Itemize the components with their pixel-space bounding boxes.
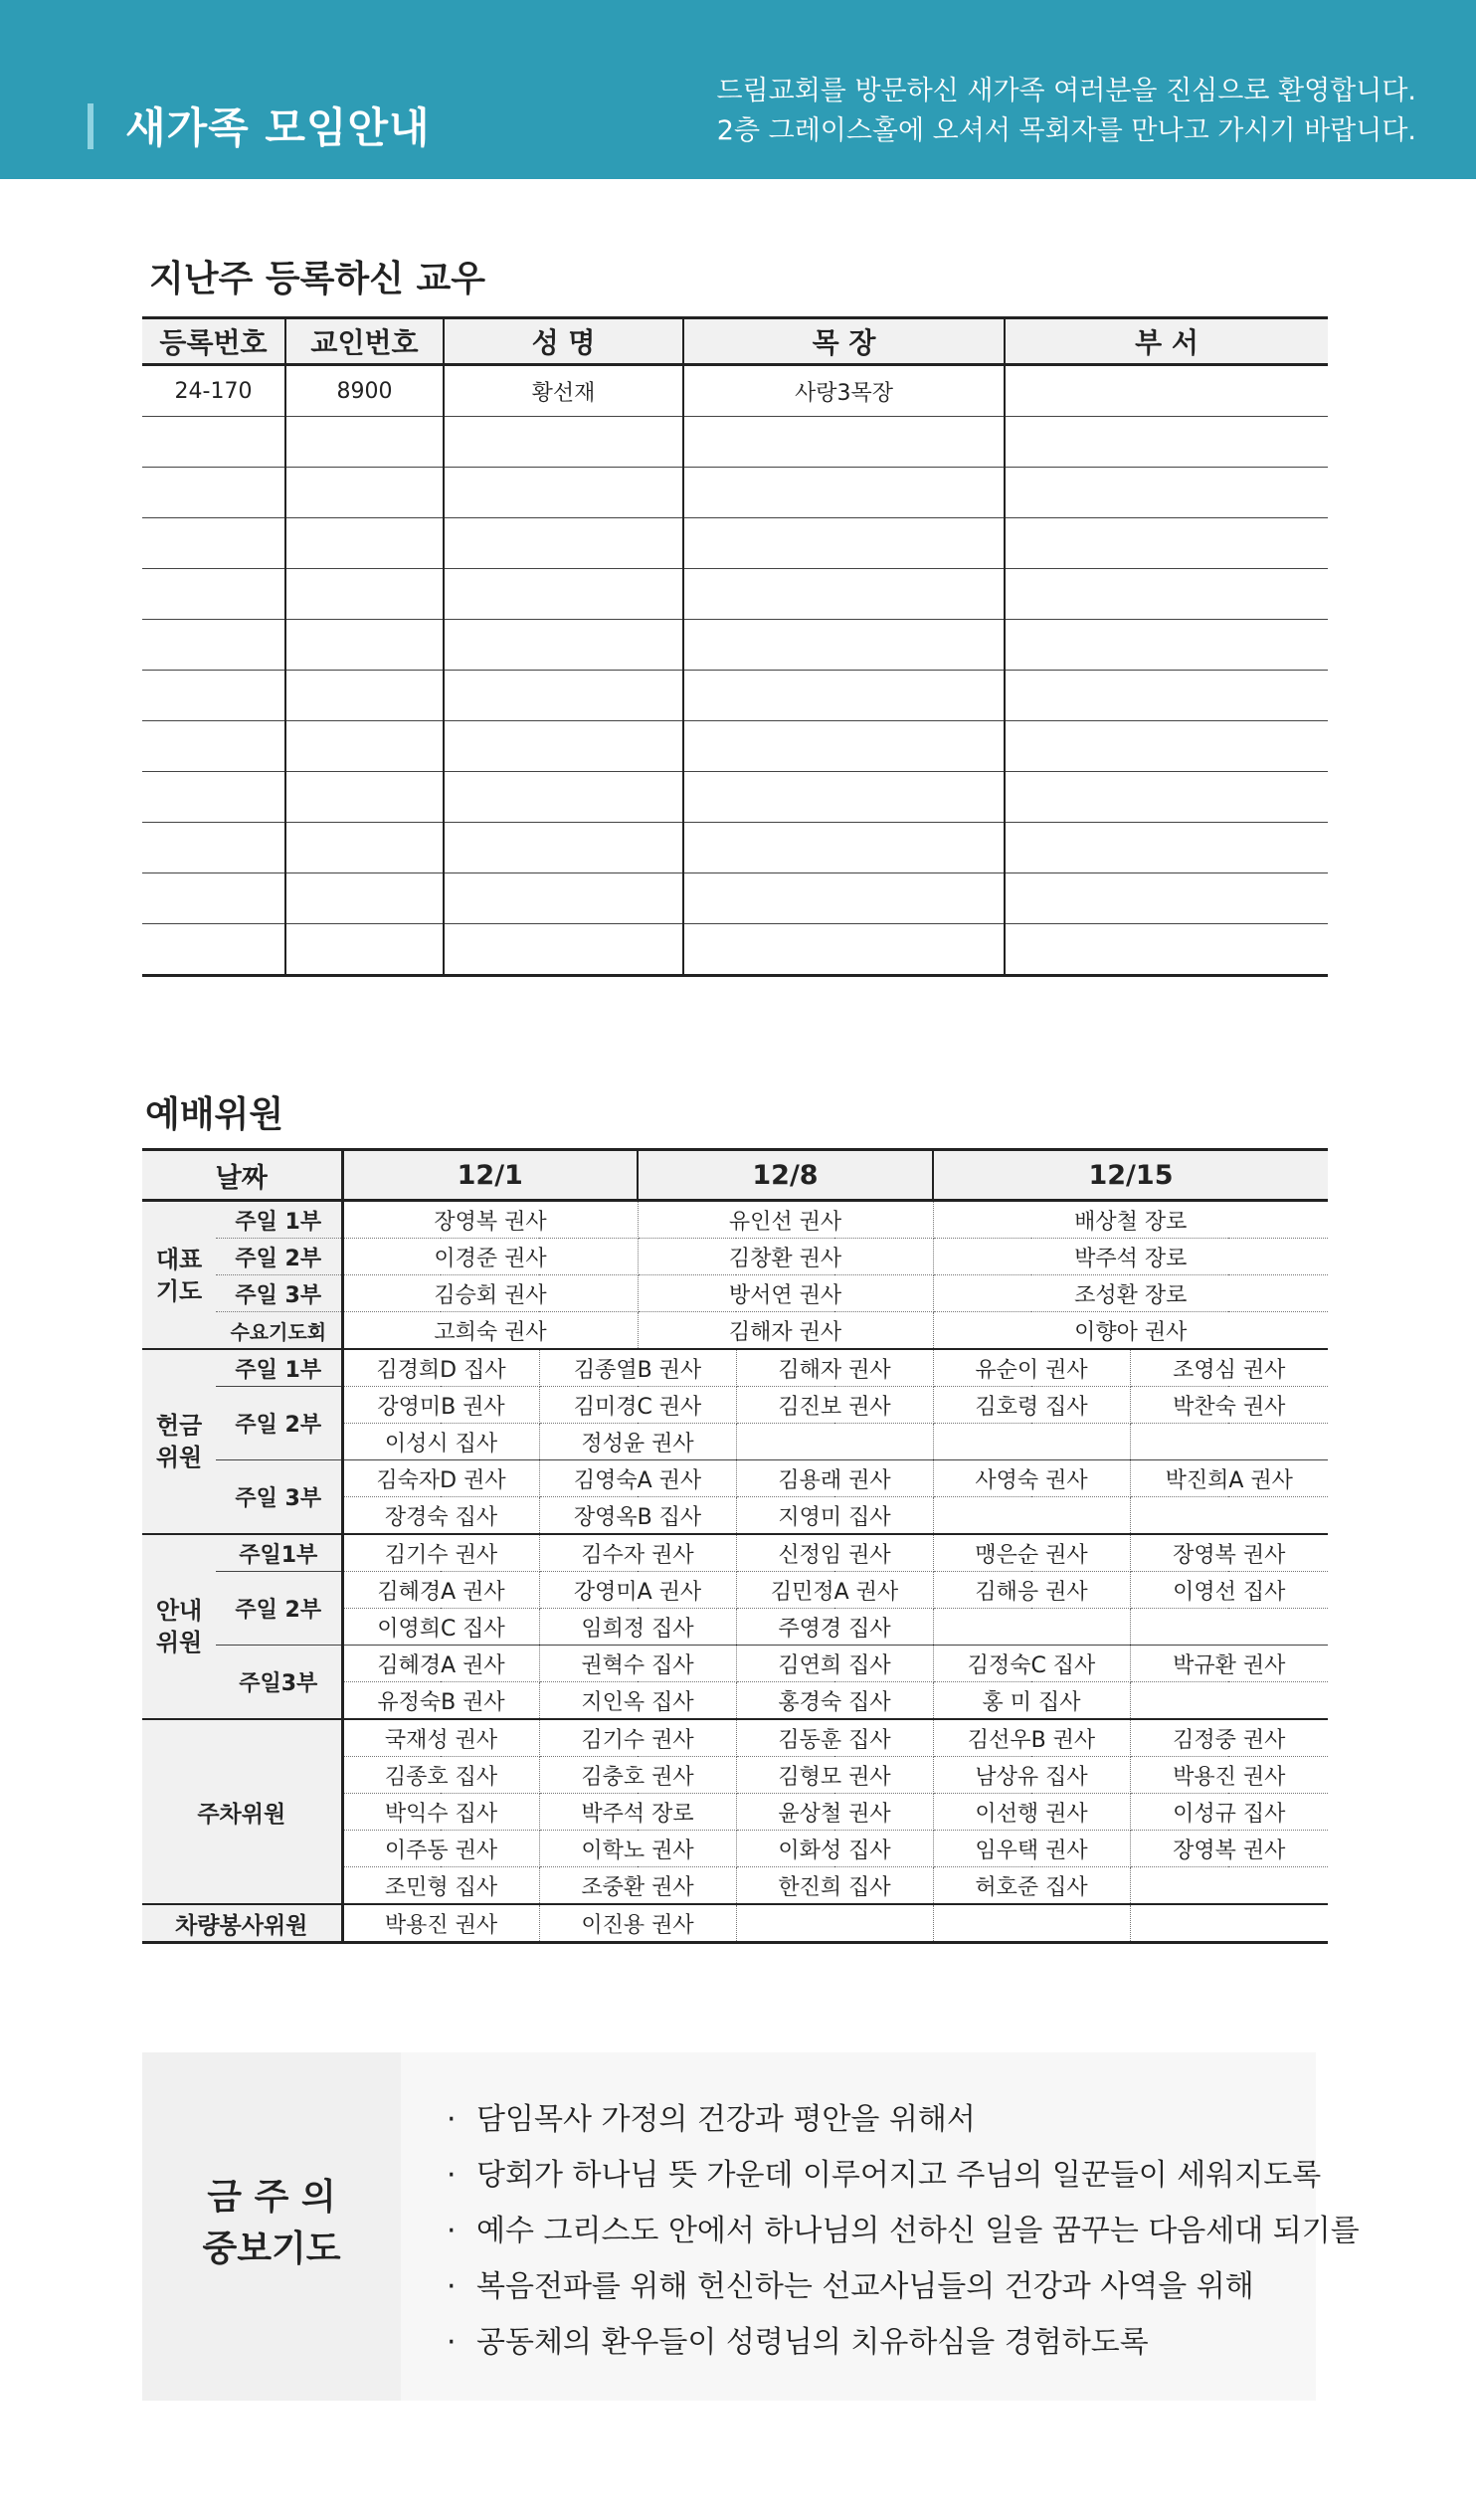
cell-value: 맹은순 권사 — [933, 1534, 1130, 1572]
cell-value — [1130, 1424, 1328, 1460]
cell-value: 김호령 집사 — [933, 1387, 1130, 1424]
cell-value: 남상유 집사 — [933, 1757, 1130, 1794]
cell-value — [1130, 1682, 1328, 1720]
cell-value: 박진희A 권사 — [1130, 1460, 1328, 1497]
cell-value: 이영선 집사 — [1130, 1572, 1328, 1609]
list-item — [447, 2261, 1254, 2305]
cell-value — [1130, 1904, 1328, 1943]
cell-value: 김진보 권사 — [736, 1387, 933, 1424]
prayer-list — [401, 2052, 1360, 2401]
group-label-vehicle: 차량봉사위원 — [142, 1904, 342, 1943]
intercessory-prayer-box — [142, 2052, 1360, 2401]
table-row-empty — [142, 772, 1328, 823]
cell-value: 박용진 권사 — [342, 1904, 539, 1943]
cell-value: 이진용 권사 — [539, 1904, 736, 1943]
cell-value: 박주석 장로 — [539, 1794, 736, 1831]
prayer-title-line-2: 중보기도 — [202, 2229, 341, 2269]
date-1: 12/1 — [342, 1150, 638, 1201]
list-item — [447, 2317, 1149, 2361]
cell-value: 이향아 권사 — [933, 1312, 1328, 1350]
cell-value: 장영복 권사 — [1130, 1534, 1328, 1572]
table-row — [142, 1719, 1328, 1757]
welcome-line-1: 드림교회를 방문하신 새가족 여러분을 진심으로 환영합니다. — [716, 76, 1416, 106]
group-label-parking: 주차위원 — [142, 1719, 342, 1904]
cell-value: 박찬숙 권사 — [1130, 1387, 1328, 1424]
row-label: 주일 2부 — [216, 1239, 342, 1275]
cell-value: 김영숙A 권사 — [539, 1460, 736, 1497]
cell-value: 장경숙 집사 — [342, 1497, 539, 1535]
date-label: 날짜 — [142, 1150, 342, 1201]
cell-value: 이선행 권사 — [933, 1794, 1130, 1831]
row-label: 주일 3부 — [216, 1275, 342, 1312]
table-row-empty — [142, 518, 1328, 569]
cell-value — [933, 1497, 1130, 1535]
title-accent-bar — [88, 103, 93, 149]
table-row — [142, 1572, 1328, 1609]
cell-department — [1005, 365, 1328, 417]
cell-value: 신정임 권사 — [736, 1534, 933, 1572]
cell-value — [1130, 1867, 1328, 1905]
cell-value: 지영미 집사 — [736, 1497, 933, 1535]
cell-value: 김동훈 집사 — [736, 1719, 933, 1757]
header-banner — [0, 0, 1476, 179]
registration-title: 지난주 등록하신 교우 — [149, 259, 486, 299]
bullet: · — [447, 2102, 457, 2137]
cell-value — [1130, 1609, 1328, 1646]
cell-value — [1130, 1497, 1328, 1535]
cell-value: 김연희 집사 — [736, 1646, 933, 1682]
list-item — [447, 2206, 1360, 2249]
cell-value: 김충호 권사 — [539, 1757, 736, 1794]
cell-value: 조민형 집사 — [342, 1867, 539, 1905]
cell-value: 조영심 권사 — [1130, 1349, 1328, 1387]
welcome-line-2: 2층 그레이스홀에 오셔서 목회자를 만나고 가시기 바랍니다. — [716, 115, 1416, 146]
cell-name: 황선재 — [444, 365, 683, 417]
row-label: 주일 3부 — [216, 1460, 342, 1535]
col-header-cell-group: 목 장 — [683, 318, 1005, 365]
cell-value: 이성시 집사 — [342, 1424, 539, 1460]
group-label-usher: 안내 위원 — [142, 1534, 216, 1719]
table-row — [142, 365, 1328, 417]
welcome-message — [716, 72, 1416, 151]
table-row-empty — [142, 620, 1328, 671]
cell-value: 홍경숙 집사 — [736, 1682, 933, 1720]
cell-value: 권혁수 집사 — [539, 1646, 736, 1682]
cell-value: 김정숙C 집사 — [933, 1646, 1130, 1682]
row-label: 수요기도회 — [216, 1312, 342, 1350]
prayer-text: 공동체의 환우들이 성령님의 치유하심을 경험하도록 — [476, 2325, 1149, 2360]
table-row-empty — [142, 468, 1328, 518]
cell-value: 이경준 권사 — [342, 1239, 638, 1275]
cell-value: 강영미B 권사 — [342, 1387, 539, 1424]
worship-committee-title: 예배위원 — [145, 1094, 284, 1135]
group-label-prayer: 대표 기도 — [142, 1201, 216, 1350]
cell-value: 박용진 권사 — [1130, 1757, 1328, 1794]
row-label: 주일 1부 — [216, 1201, 342, 1239]
date-2: 12/8 — [638, 1150, 933, 1201]
cell-value: 김해자 권사 — [638, 1312, 933, 1350]
table-row — [142, 1239, 1328, 1275]
table-row — [142, 1904, 1328, 1943]
cell-value: 이영희C 집사 — [342, 1609, 539, 1646]
table-row-empty — [142, 417, 1328, 468]
cell-value: 허호준 집사 — [933, 1867, 1130, 1905]
bullet: · — [447, 2269, 457, 2304]
cell-reg-no: 24-170 — [142, 365, 285, 417]
cell-value: 주영경 집사 — [736, 1609, 933, 1646]
cell-value: 홍 미 집사 — [933, 1682, 1130, 1720]
group-label-offering: 헌금 위원 — [142, 1349, 216, 1534]
cell-value: 김용래 권사 — [736, 1460, 933, 1497]
cell-member-no: 8900 — [285, 365, 444, 417]
table-row — [142, 1460, 1328, 1497]
prayer-text: 예수 그리스도 안에서 하나님의 선하신 일을 꿈꾸는 다음세대 되기를 — [476, 2214, 1360, 2248]
date-3: 12/15 — [933, 1150, 1328, 1201]
prayer-text: 담임목사 가정의 건강과 평안을 위해서 — [476, 2102, 976, 2137]
cell-value: 이성규 집사 — [1130, 1794, 1328, 1831]
cell-value: 김미경C 권사 — [539, 1387, 736, 1424]
cell-value: 김종열B 권사 — [539, 1349, 736, 1387]
col-header-member-no: 교인번호 — [285, 318, 444, 365]
cell-value: 임우택 권사 — [933, 1831, 1130, 1867]
cell-value: 김경희D 집사 — [342, 1349, 539, 1387]
cell-value: 박주석 장로 — [933, 1239, 1328, 1275]
prayer-text: 복음전파를 위해 헌신하는 선교사님들의 건강과 사역을 위해 — [476, 2269, 1254, 2304]
cell-value: 장영복 권사 — [1130, 1831, 1328, 1867]
cell-value: 강영미A 권사 — [539, 1572, 736, 1609]
table-row — [142, 1387, 1328, 1424]
table-row — [142, 1534, 1328, 1572]
row-label: 주일 2부 — [216, 1572, 342, 1646]
table-row-empty — [142, 924, 1328, 976]
prayer-text: 당회가 하나님 뜻 가운데 이루어지고 주님의 일꾼들이 세워지도록 — [476, 2158, 1322, 2193]
cell-value: 김해응 권사 — [933, 1572, 1130, 1609]
cell-value: 이주동 권사 — [342, 1831, 539, 1867]
cell-value: 장영복 권사 — [342, 1201, 638, 1239]
prayer-title-line-1: 금 주 의 — [207, 2177, 336, 2218]
cell-value: 박규환 권사 — [1130, 1646, 1328, 1682]
cell-value: 김숙자D 권사 — [342, 1460, 539, 1497]
cell-value — [933, 1424, 1130, 1460]
cell-cell-group: 사랑3목장 — [683, 365, 1005, 417]
date-header-row — [142, 1150, 1328, 1201]
table-row — [142, 1349, 1328, 1387]
cell-value: 장영옥B 집사 — [539, 1497, 736, 1535]
table-row-empty — [142, 823, 1328, 873]
cell-value: 김해자 권사 — [736, 1349, 933, 1387]
cell-value: 김형모 권사 — [736, 1757, 933, 1794]
cell-value: 윤상철 권사 — [736, 1794, 933, 1831]
table-row-empty — [142, 671, 1328, 721]
cell-value: 고희숙 권사 — [342, 1312, 638, 1350]
cell-value: 김승회 권사 — [342, 1275, 638, 1312]
col-header-reg-no: 등록번호 — [142, 318, 285, 365]
cell-value: 조중환 권사 — [539, 1867, 736, 1905]
col-header-department: 부 서 — [1005, 318, 1328, 365]
cell-value: 사영숙 권사 — [933, 1460, 1130, 1497]
row-label: 주일1부 — [216, 1534, 342, 1572]
worship-committee-table — [142, 1148, 1328, 1944]
cell-value: 임희정 집사 — [539, 1609, 736, 1646]
list-item — [447, 2150, 1321, 2194]
cell-value: 김민정A 권사 — [736, 1572, 933, 1609]
cell-value: 김혜경A 권사 — [342, 1646, 539, 1682]
cell-value: 박익수 집사 — [342, 1794, 539, 1831]
cell-value: 김종호 집사 — [342, 1757, 539, 1794]
cell-value: 김정중 권사 — [1130, 1719, 1328, 1757]
cell-value: 유인선 권사 — [638, 1201, 933, 1239]
row-label: 주일 2부 — [216, 1387, 342, 1460]
col-header-name: 성 명 — [444, 318, 683, 365]
cell-value: 김혜경A 권사 — [342, 1572, 539, 1609]
list-item — [447, 2094, 976, 2138]
prayer-box-title — [142, 2172, 401, 2275]
table-row-empty — [142, 721, 1328, 772]
cell-value: 김기수 권사 — [342, 1534, 539, 1572]
bullet: · — [447, 2214, 457, 2248]
bullet: · — [447, 2325, 457, 2360]
table-row — [142, 1201, 1328, 1239]
table-row-empty — [142, 873, 1328, 924]
cell-value: 김수자 권사 — [539, 1534, 736, 1572]
cell-value: 한진희 집사 — [736, 1867, 933, 1905]
cell-value: 정성윤 권사 — [539, 1424, 736, 1460]
cell-value: 김선우B 권사 — [933, 1719, 1130, 1757]
bullet: · — [447, 2158, 457, 2193]
table-row-empty — [142, 569, 1328, 620]
table-header-row — [142, 318, 1328, 365]
cell-value: 방서연 권사 — [638, 1275, 933, 1312]
table-row — [142, 1275, 1328, 1312]
cell-value: 배상철 장로 — [933, 1201, 1328, 1239]
row-label: 주일3부 — [216, 1646, 342, 1720]
table-row — [142, 1646, 1328, 1682]
page-title: 새가족 모임안내 — [125, 103, 431, 152]
cell-value: 지인옥 집사 — [539, 1682, 736, 1720]
cell-value: 조성환 장로 — [933, 1275, 1328, 1312]
cell-value — [933, 1609, 1130, 1646]
table-row — [142, 1312, 1328, 1350]
cell-value: 이화성 집사 — [736, 1831, 933, 1867]
registration-table — [142, 316, 1328, 977]
cell-value — [933, 1904, 1130, 1943]
cell-value: 유순이 권사 — [933, 1349, 1130, 1387]
row-label: 주일 1부 — [216, 1349, 342, 1387]
cell-value: 김기수 권사 — [539, 1719, 736, 1757]
cell-value — [736, 1904, 933, 1943]
cell-value — [736, 1424, 933, 1460]
cell-value: 유정숙B 권사 — [342, 1682, 539, 1720]
cell-value: 김창환 권사 — [638, 1239, 933, 1275]
cell-value: 이학노 권사 — [539, 1831, 736, 1867]
cell-value: 국재성 권사 — [342, 1719, 539, 1757]
